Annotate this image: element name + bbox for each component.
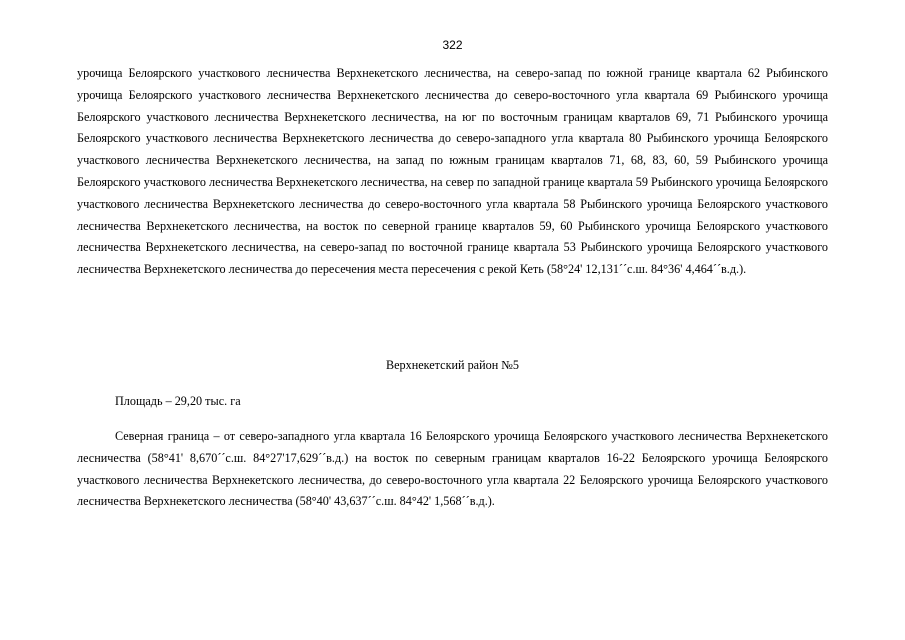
section-heading: Верхнекетский район №5 [386, 358, 519, 372]
boundary-paragraph-continued: урочища Белоярского участкового лесничества Верхнекетского лесничества, на северо-запад по южной границе квартала 62 Рыбинского урочища Белоярского участкового лесничества Верхнекетского лесничества до северо-восточного угла квартала 69 Рыбинского урочища Белоярского участкового лесничества Верхнекетского лесничества, на юг по восточным границам кварталов 69, 71 Рыбинского урочища Белоярского участкового лесничества Верхнекетского лесничества до северо-западного угла квартала 80 Рыбинского урочища Белоярского участкового лесничества Верхнекетского лесничества, на запад по южным границам кварталов 71, 68, 83, 60, 59 Рыбинского урочища Белоярского участкового лесничества Верхнекетского лесничества, на север по западной границе квартала 59 Рыбинского урочища Белоярского участкового лесничества Верхнекетского лесничества до северо-восточного угла квартала 58 Рыбинского урочища Белоярского участкового лесничества Верхнекетского лесничества, на восток по северной границе кварталов 59, 60 Рыбинского урочища Белоярского участкового лесничества Верхнекетского лесничества, на северо-запад по восточной границе квартала 53 Рыбинского урочища Белоярского участкового лесничества Верхнекетского лесничества до пересечения места пересечения с рекой Кеть (58°24' 12,131´´с.ш. 84°36' 4,464´´в.д.). [77, 66, 828, 277]
northern-boundary-paragraph: Северная граница – от северо-западного угла квартала 16 Белоярского урочища Белоярского участкового лесничества Верхнекетского лесничества (58°41' 8,670´´с.ш. 84°27'17,629´´в.д.) на восток по северным границам кварталов 16-22 Белоярского урочища Белоярского участкового лесничества Верхнекетского лесничества, до северо-восточного угла квартала 22 Белоярского урочища Белоярского участкового лесничества Верхнекетского лесничества (58°40' 43,637´´с.ш. 84°42' 1,568´´в.д.). [77, 429, 828, 509]
area-line: Площадь – 29,20 тыс. га [115, 394, 241, 408]
page-number: 322 [442, 38, 463, 52]
